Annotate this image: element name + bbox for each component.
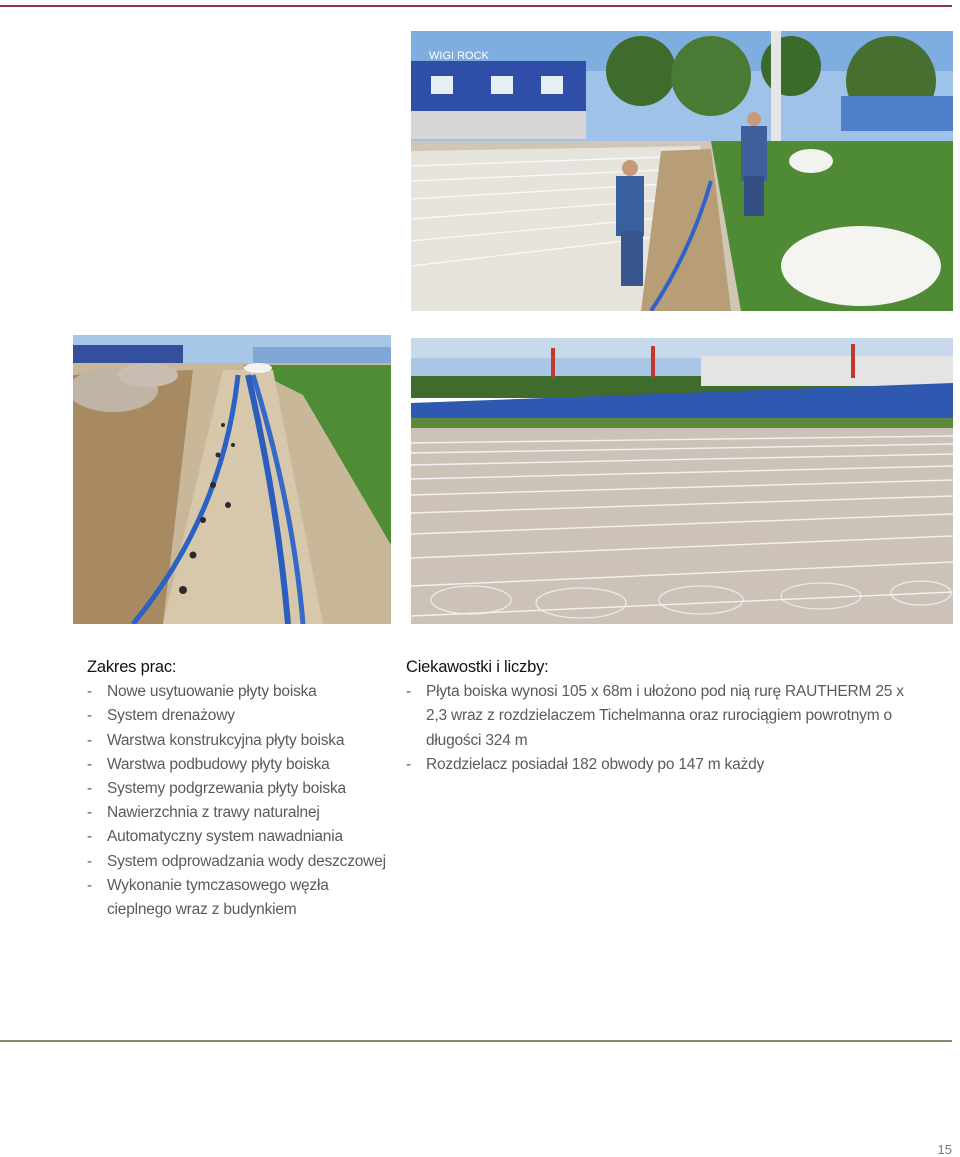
works-scope-section — [87, 655, 397, 922]
facts-section — [406, 655, 926, 777]
page-number: 15 — [937, 1142, 952, 1157]
photo-workers-laying-pipes — [411, 31, 953, 311]
photo-heating-pipes-stadium — [411, 338, 953, 624]
list-item: - Warstwa konstrukcyjna płyty boiska — [87, 731, 345, 749]
list-item: - Warstwa podbudowy płyty boiska — [87, 755, 330, 773]
list-item: - System odprowadzania wody deszczowej — [87, 852, 386, 870]
list-item: - Płyta boiska wynosi 105 x 68m i ułożono pod nią rurę RAUTHERM 25 x 2,3 wraz z rozdzielaczem Tichelmanna oraz rurociągiem powrotnym o długości 324 m — [406, 683, 904, 749]
list-item: - System drenażowy — [87, 707, 235, 725]
list-item: - Nowe usytuowanie płyty boiska — [87, 683, 317, 701]
list-item: - Nawierzchnia z trawy naturalnej — [87, 804, 320, 822]
facts-list — [406, 680, 926, 777]
list-item: - Rozdzielacz posiadał 182 obwody po 147 m każdy — [406, 755, 765, 773]
works-list — [87, 680, 397, 922]
top-rule — [0, 5, 952, 7]
sign-text: WIGI ROCK — [429, 50, 489, 62]
bottom-rule — [0, 1040, 952, 1042]
list-item: - Systemy podgrzewania płyty boiska — [87, 780, 346, 798]
list-item: - Wykonanie tymczasowego węzła cieplnego wraz z budynkiem — [87, 876, 329, 919]
facts-heading: Ciekawostki i liczby: — [406, 658, 549, 676]
photo-drainage-trench — [73, 335, 391, 624]
works-heading: Zakres prac: — [87, 658, 177, 676]
list-item: - Automatyczny system nawadniania — [87, 828, 343, 846]
